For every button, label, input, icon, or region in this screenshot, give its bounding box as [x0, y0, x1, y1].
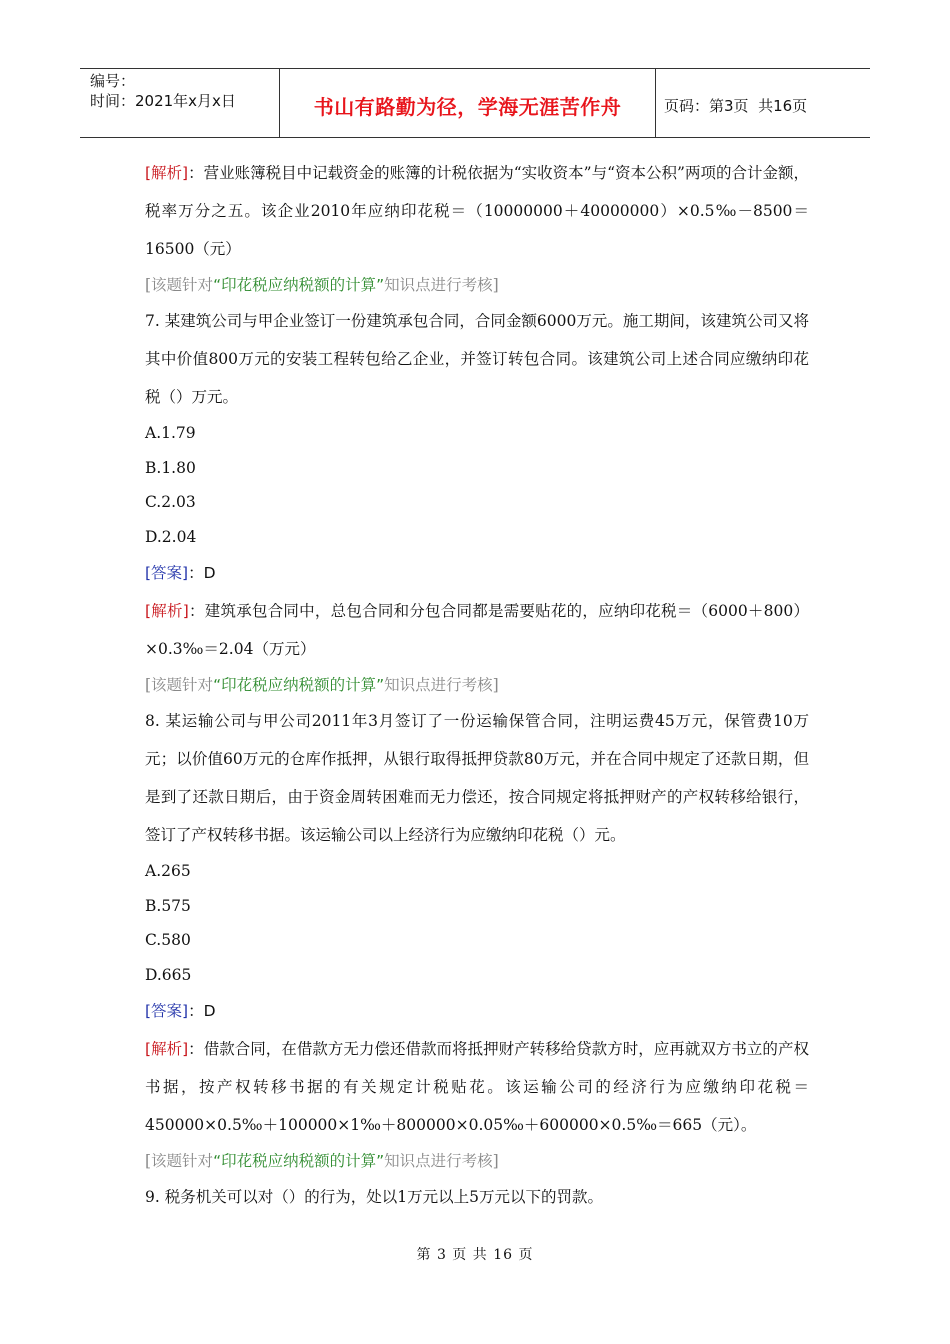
header-meta	[80, 69, 280, 137]
question-7: 7. 某建筑公司与甲企业签订一份建筑承包合同，合同金额6000万元。施工期间，该建筑公司又将其中价值800万元的安装工程转包给乙企业，并签订转包合同。该建筑公司上述合同应缴纳印花税（）万元。	[145, 312, 809, 406]
page-header	[80, 68, 870, 138]
analysis-tag: [解析]	[145, 164, 189, 182]
question-8: 8. 某运输公司与甲公司2011年3月签订了一份运输保管合同，注明运费45万元，保管费10万元；以价值60万元的仓库作抵押，从银行取得抵押贷款80万元，并在合同中规定了还款日期，但是到了还款日期后，由于资金周转困难而无力偿还，按合同规定将抵押财产的产权转移给银行，签订了产权转移书据。该运输公司以上经济行为应缴纳印花税（）元。	[145, 712, 809, 844]
header-page-info: 页码：第3页 共16页	[664, 96, 808, 115]
option-c: C.580	[145, 931, 191, 949]
option-b: B.575	[145, 896, 191, 915]
knowledge-note	[145, 1144, 809, 1178]
note-prefix: [该题针对	[145, 1152, 214, 1170]
knowledge-note	[145, 668, 809, 702]
answer-line	[145, 554, 809, 592]
time-label: 时间：2021年x月x日	[90, 92, 236, 110]
option-d: D.665	[145, 965, 192, 984]
analysis-tag: [解析]	[145, 1040, 189, 1058]
option-c: C.2.03	[145, 493, 196, 511]
analysis-text: ：营业账簿税目中记载资金的账簿的计税依据为“实收资本”与“资本公积”两项的合计金额，税率万分之五。该企业2010年应纳印花税＝（10000000＋40000000）×0.5‰－8500＝16500（元）	[145, 164, 809, 258]
note-prefix: [该题针对	[145, 676, 214, 694]
option-d: D.2.04	[145, 527, 197, 546]
serial-label: 编号：	[90, 72, 136, 90]
note-prefix: [该题针对	[145, 276, 214, 294]
knowledge-point: “印花税应纳税额的计算”	[213, 1152, 385, 1170]
header-motto: 书山有路勤为径，学海无涯苦作舟	[280, 69, 656, 137]
option-a: A.1.79	[145, 424, 196, 442]
knowledge-point: “印花税应纳税额的计算”	[213, 676, 385, 694]
analysis-paragraph	[145, 1030, 809, 1144]
analysis-tag: [解析]	[145, 602, 189, 620]
option-b: B.1.80	[145, 458, 196, 477]
knowledge-note	[145, 268, 809, 302]
answer-value: ：D	[188, 1002, 216, 1020]
answer-tag: [答案]	[145, 564, 189, 582]
option-a: A.265	[145, 862, 191, 880]
question-9: 9. 税务机关可以对（）的行为，处以1万元以上5万元以下的罚款。	[145, 1188, 603, 1206]
analysis-text: ：建筑承包合同中，总包合同和分包合同都是需要贴花的，应纳印花税＝（6000＋800）×0.3‰＝2.04（万元）	[145, 602, 809, 658]
answer-tag: [答案]	[145, 1002, 189, 1020]
page-footer: 第 3 页 共 16 页	[416, 1247, 534, 1263]
note-suffix: 知识点进行考核]	[384, 1152, 499, 1170]
answer-line	[145, 992, 809, 1030]
answer-value: ：D	[188, 564, 216, 582]
analysis-paragraph	[145, 592, 809, 668]
analysis-text: ：借款合同，在借款方无力偿还借款而将抵押财产转移给贷款方时，应再就双方书立的产权书据，按产权转移书据的有关规定计税贴花。该运输公司的经济行为应缴纳印花税＝450000×0.5‰＋100000×1‰＋800000×0.05‰＋600000×0.5‰＝665（元）。	[145, 1040, 809, 1134]
note-suffix: 知识点进行考核]	[384, 676, 499, 694]
knowledge-point: “印花税应纳税额的计算”	[213, 276, 385, 294]
note-suffix: 知识点进行考核]	[384, 276, 499, 294]
document-body	[145, 154, 809, 1216]
analysis-paragraph	[145, 154, 809, 268]
